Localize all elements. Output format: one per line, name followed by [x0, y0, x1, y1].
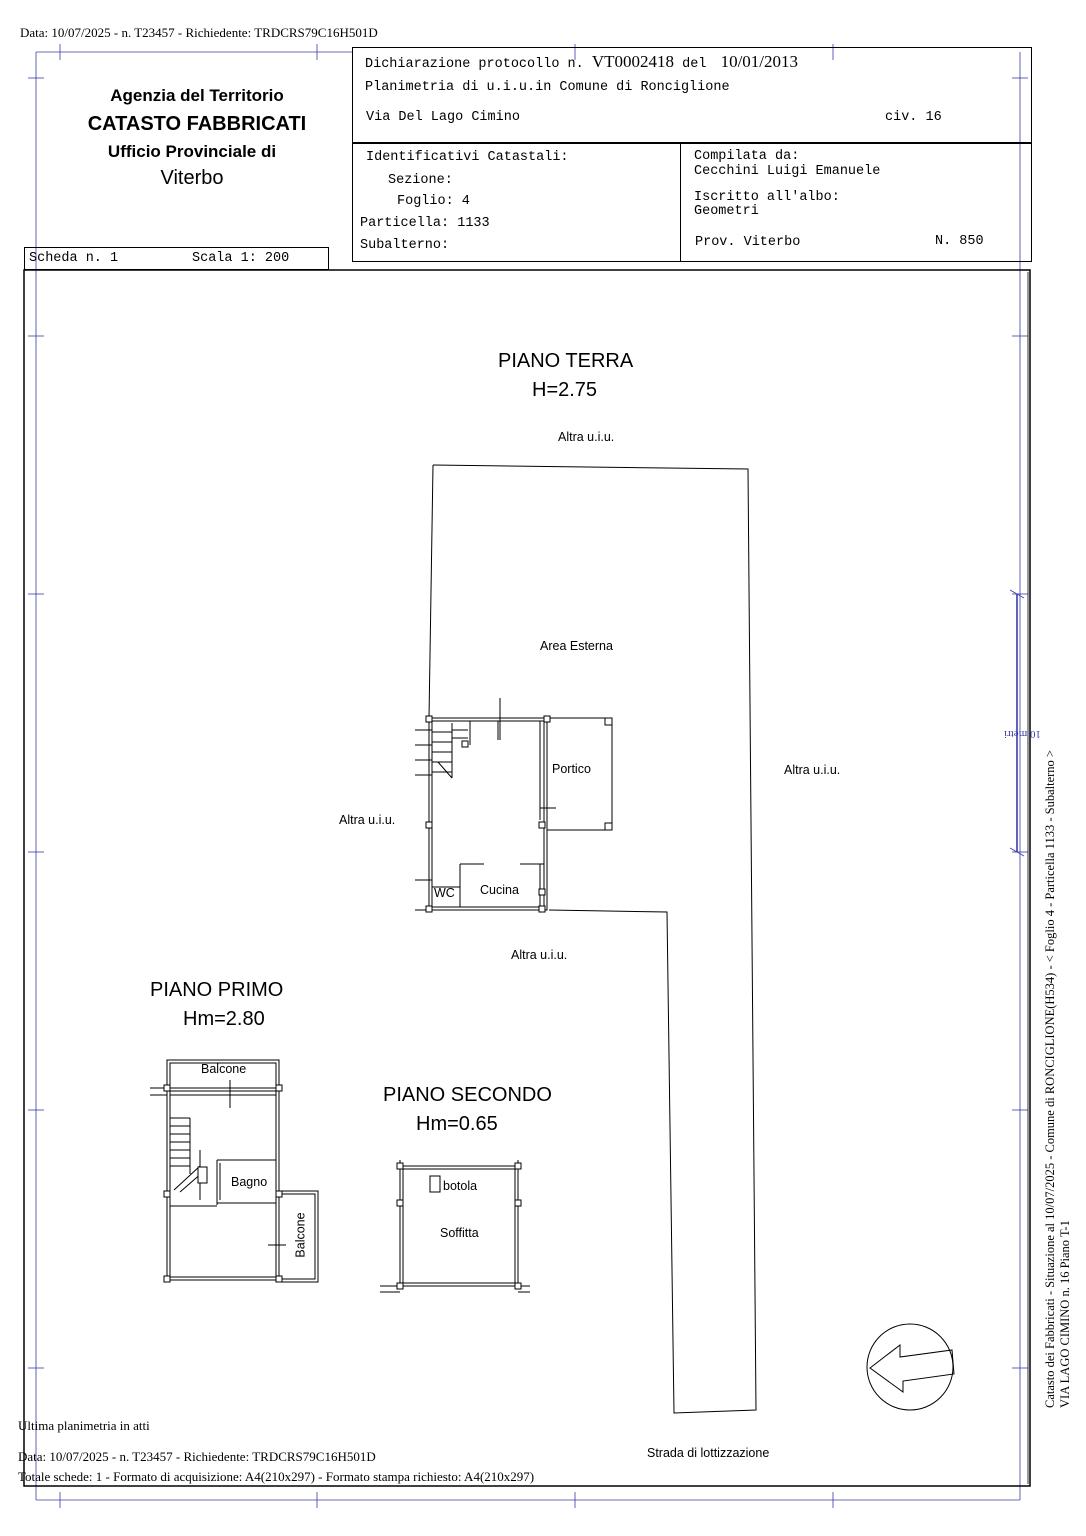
- piano-terra-title: PIANO TERRA: [498, 350, 634, 372]
- label-strada: Strada di lottizzazione: [647, 1446, 770, 1460]
- civ-number: civ. 16: [885, 110, 942, 125]
- foglio-field: Foglio: 4: [397, 194, 470, 209]
- label-botola: botola: [443, 1179, 478, 1193]
- label-bagno: Bagno: [231, 1175, 268, 1189]
- albo-value: Geometri: [694, 204, 759, 219]
- compiler-number: N. 850: [935, 234, 984, 249]
- label-balcone-side: Balcone: [293, 1212, 308, 1258]
- label-cucina: Cucina: [480, 883, 519, 897]
- office-label: Ufficio Provinciale di: [107, 142, 277, 161]
- declaration-line: [365, 52, 798, 72]
- compiler-prov: Prov. Viterbo: [695, 235, 801, 250]
- label-altra-right: Altra u.i.u.: [784, 763, 841, 777]
- declaration-label: Dichiarazione protocollo n.: [365, 57, 584, 72]
- label-soffitta: Soffitta: [440, 1226, 479, 1240]
- side-text-line2: VIA LAGO CIMINO n. 16 Piano T-1: [1058, 1220, 1072, 1408]
- piano-secondo-title: PIANO SECONDO: [383, 1084, 552, 1106]
- scale-mark-label: 10 metri: [1004, 728, 1041, 740]
- piano-terra-height: H=2.75: [532, 379, 598, 401]
- label-altra-left: Altra u.i.u.: [339, 813, 396, 827]
- identifiers-title: Identificativi Catastali:: [366, 150, 569, 165]
- label-portico: Portico: [552, 762, 591, 776]
- piano-primo-height: Hm=2.80: [183, 1008, 265, 1030]
- albo-label: Iscritto all'albo:: [694, 190, 840, 205]
- label-area-esterna: Area Esterna: [540, 639, 613, 653]
- subalterno-field: Subalterno:: [360, 238, 450, 253]
- footer-data: Data: 10/07/2025 - n. T23457 - Richiedente: TRDCRS79C16H501D: [18, 1449, 376, 1464]
- address-line: Via Del Lago Cimino: [366, 110, 520, 125]
- catasto-title: CATASTO FABBRICATI: [87, 113, 307, 135]
- scale-bar: [1010, 590, 1024, 856]
- plot-outline: [429, 465, 756, 1413]
- office-city: Viterbo: [160, 167, 224, 189]
- compiler-name: Cecchini Luigi Emanuele: [694, 164, 881, 179]
- particella-field: Particella: 1133: [360, 216, 490, 231]
- sezione-field: Sezione:: [388, 173, 453, 188]
- drawing-frame: [24, 270, 1030, 1486]
- compiler-title: Compilata da:: [694, 149, 800, 164]
- planimetry-line: Planimetria di u.i.u.in Comune di Ronciglione: [365, 80, 730, 95]
- scheda-number: Scheda n. 1: [29, 251, 119, 266]
- label-altra-bottom: Altra u.i.u.: [511, 948, 568, 962]
- first-floor-walls: [150, 1060, 286, 1280]
- side-text-line1: Catasto dei Fabbricati - Situazione al 10/07/2025 - Comune di RONCIGLIONE(H534) - < Foglio 4 - Particella 1133 - Subalterno >: [1043, 750, 1057, 1408]
- north-arrow-icon: [867, 1324, 954, 1410]
- top-meta: Data: 10/07/2025 - n. T23457 - Richiedente: TRDCRS79C16H501D: [20, 25, 378, 40]
- label-altra-top: Altra u.i.u.: [558, 430, 615, 444]
- del-label: del: [682, 57, 707, 72]
- ground-floor-walls: [415, 698, 556, 910]
- declaration-date: 10/01/2013: [720, 52, 799, 71]
- agency-name: Agenzia del Territorio: [110, 86, 284, 105]
- piano-secondo-height: Hm=0.65: [416, 1113, 498, 1135]
- footer-totale: Totale schede: 1 - Formato di acquisizione: A4(210x297) - Formato stampa richiesto: A4(210x297): [18, 1469, 535, 1484]
- piano-primo-title: PIANO PRIMO: [150, 979, 284, 1001]
- protocol-number: VT0002418: [591, 52, 675, 71]
- label-wc: WC: [434, 886, 455, 900]
- scheda-scale: Scala 1: 200: [192, 251, 290, 266]
- footer-ultima: Ultima planimetria in atti: [18, 1418, 150, 1433]
- label-balcone-top: Balcone: [201, 1062, 247, 1076]
